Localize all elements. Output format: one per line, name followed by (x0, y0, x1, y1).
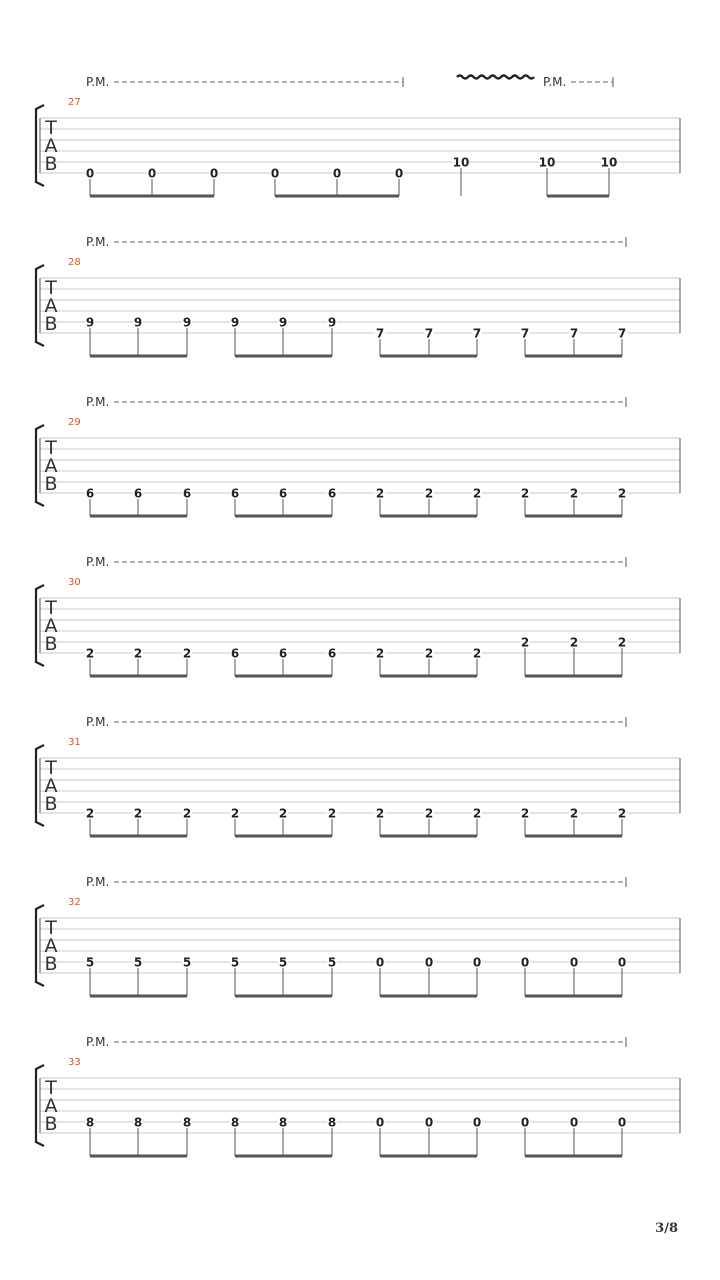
tab-clef-letter: T (45, 597, 57, 619)
tab-clef-letter: A (44, 935, 58, 957)
fret-number: 2 (472, 486, 482, 501)
fret-number: 0 (332, 166, 342, 181)
fret-number: 2 (182, 646, 192, 661)
fret-number: 8 (230, 1115, 240, 1130)
fret-number: 0 (472, 955, 482, 970)
tab-clef-letter: A (44, 615, 58, 637)
tab-clef-letter: B (44, 633, 58, 655)
fret-number: 8 (327, 1115, 337, 1130)
tab-system-32 (36, 875, 680, 996)
fret-number: 2 (472, 806, 482, 821)
palm-mute-label: P.M. (86, 235, 110, 249)
fret-number: 2 (520, 486, 530, 501)
fret-number: 7 (569, 326, 579, 341)
fret-number: 7 (424, 326, 434, 341)
fret-number: 6 (85, 486, 95, 501)
fret-number: 8 (133, 1115, 143, 1130)
tab-system-31 (36, 715, 680, 836)
fret-number: 2 (85, 806, 95, 821)
fret-number: 8 (85, 1115, 95, 1130)
fret-number: 0 (569, 1115, 579, 1130)
fret-number: 0 (520, 955, 530, 970)
tab-clef-letter: T (45, 117, 57, 139)
tab-clef-letter: A (44, 1095, 58, 1117)
fret-number: 7 (617, 326, 627, 341)
palm-mute-label: P.M. (86, 875, 110, 889)
fret-number: 2 (520, 635, 530, 650)
fret-number: 2 (424, 806, 434, 821)
fret-number: 2 (133, 646, 143, 661)
tab-clef-letter: T (45, 437, 57, 459)
fret-number: 2 (375, 486, 385, 501)
fret-number: 2 (327, 806, 337, 821)
tab-clef-letter: B (44, 793, 58, 815)
fret-number: 0 (375, 1115, 385, 1130)
fret-number: 0 (520, 1115, 530, 1130)
fret-number: 9 (278, 315, 288, 330)
tab-clef-letter: A (44, 295, 58, 317)
fret-number: 0 (472, 1115, 482, 1130)
fret-number: 0 (569, 955, 579, 970)
fret-number: 9 (230, 315, 240, 330)
measure-number: 32 (68, 897, 81, 908)
palm-mute-label: P.M. (86, 75, 110, 89)
fret-number: 0 (617, 955, 627, 970)
fret-number: 8 (182, 1115, 192, 1130)
fret-number: 7 (520, 326, 530, 341)
fret-number: 5 (327, 955, 337, 970)
fret-number: 0 (617, 1115, 627, 1130)
fret-number: 2 (278, 806, 288, 821)
fret-number: 5 (85, 955, 95, 970)
fret-number: 0 (424, 955, 434, 970)
fret-number: 2 (85, 646, 95, 661)
tab-system-33 (36, 1035, 680, 1156)
fret-number: 5 (230, 955, 240, 970)
fret-number: 2 (424, 646, 434, 661)
fret-number: 6 (230, 646, 240, 661)
fret-number: 10 (538, 155, 556, 170)
fret-number: 6 (230, 486, 240, 501)
fret-number: 9 (182, 315, 192, 330)
tab-system-27 (36, 75, 680, 196)
fret-number: 6 (327, 646, 337, 661)
palm-mute-label: P.M. (543, 75, 567, 89)
page-number: 3/8 (655, 1221, 678, 1236)
fret-number: 6 (278, 646, 288, 661)
fret-number: 0 (147, 166, 157, 181)
fret-number: 2 (569, 486, 579, 501)
fret-number: 8 (278, 1115, 288, 1130)
tab-clef-letter: A (44, 455, 58, 477)
tab-clef-letter: A (44, 775, 58, 797)
measure-number: 30 (68, 577, 81, 588)
fret-number: 2 (617, 806, 627, 821)
tab-clef-letter: T (45, 277, 57, 299)
fret-number: 0 (424, 1115, 434, 1130)
fret-number: 2 (520, 806, 530, 821)
measure-number: 29 (68, 417, 81, 428)
palm-mute-label: P.M. (86, 715, 110, 729)
tab-clef-letter: A (44, 135, 58, 157)
tab-system-29 (36, 395, 680, 516)
fret-number: 0 (270, 166, 280, 181)
measure-number: 31 (68, 737, 81, 748)
fret-number: 2 (230, 806, 240, 821)
measure-number: 28 (68, 257, 81, 268)
tab-clef-letter: T (45, 1077, 57, 1099)
fret-number: 2 (569, 635, 579, 650)
fret-number: 9 (85, 315, 95, 330)
fret-number: 2 (424, 486, 434, 501)
fret-number: 5 (182, 955, 192, 970)
fret-number: 6 (133, 486, 143, 501)
fret-number: 2 (569, 806, 579, 821)
fret-number: 7 (472, 326, 482, 341)
fret-number: 10 (452, 155, 470, 170)
palm-mute-label: P.M. (86, 1035, 110, 1049)
tab-clef-letter: B (44, 1113, 58, 1135)
tab-clef-letter: B (44, 313, 58, 335)
tab-system-28 (36, 235, 680, 356)
fret-number: 0 (394, 166, 404, 181)
fret-number: 0 (209, 166, 219, 181)
fret-number: 0 (375, 955, 385, 970)
tab-clef-letter: B (44, 473, 58, 495)
fret-number: 5 (278, 955, 288, 970)
fret-number: 2 (472, 646, 482, 661)
fret-number: 2 (617, 486, 627, 501)
fret-number: 6 (182, 486, 192, 501)
fret-number: 0 (85, 166, 95, 181)
fret-number: 2 (133, 806, 143, 821)
palm-mute-label: P.M. (86, 395, 110, 409)
fret-number: 2 (182, 806, 192, 821)
fret-number: 2 (375, 806, 385, 821)
tab-clef-letter: T (45, 757, 57, 779)
fret-number: 2 (375, 646, 385, 661)
measure-number: 27 (68, 97, 81, 108)
vibrato-wave-icon (457, 76, 534, 79)
fret-number: 6 (327, 486, 337, 501)
tab-clef-letter: B (44, 153, 58, 175)
fret-number: 7 (375, 326, 385, 341)
fret-number: 2 (617, 635, 627, 650)
fret-number: 5 (133, 955, 143, 970)
fret-number: 6 (278, 486, 288, 501)
fret-number: 9 (327, 315, 337, 330)
palm-mute-label: P.M. (86, 555, 110, 569)
fret-number: 10 (600, 155, 618, 170)
tab-clef-letter: T (45, 917, 57, 939)
measure-number: 33 (68, 1057, 81, 1068)
tab-system-30 (36, 555, 680, 676)
fret-number: 9 (133, 315, 143, 330)
tab-clef-letter: B (44, 953, 58, 975)
